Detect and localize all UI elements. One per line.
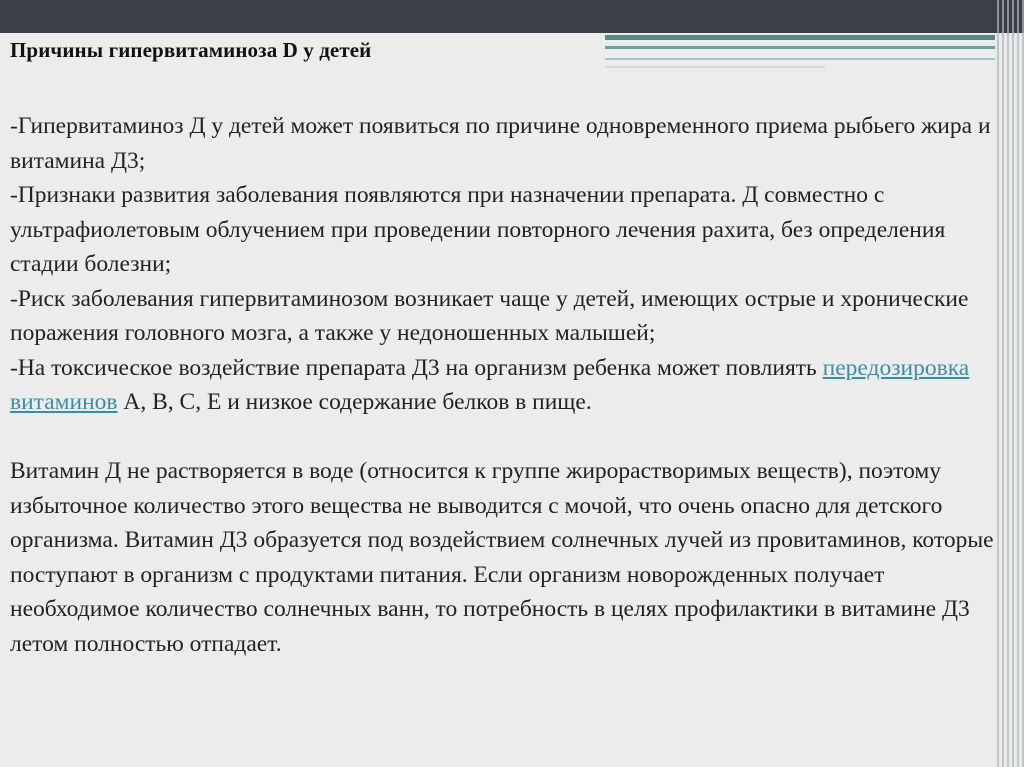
cause-paragraph: -Риск заболевания гипервитаминозом возникает чаще у детей, имеющих острые и хронические поражения головного мозга, а также у недоношенных малышей; (10, 285, 969, 346)
overdose-vitamins-link[interactable]: передозировка витаминов (10, 354, 970, 415)
info-paragraph: Витамин Д не растворяется в воде (относится к группе жирорастворимых веществ), поэтому избыточное количество этого вещества не выводится с мочой, что очень опасно для детского организма. Витамин Д3 образуется под воздействием солнечных лучей из провитаминов, которые поступают в организм с продуктами питания. Если организм новорожденных получает необходимое количество солнечных ванн, то потребность в целях профилактики в витамине Д3 летом полностью отпадает. (10, 458, 994, 657)
slide-title: Причины гипервитаминоза D у детей (10, 38, 372, 62)
accent-line (605, 66, 825, 68)
paragraph-gap (10, 420, 1014, 455)
slide-body (10, 109, 1014, 661)
cause-paragraph (10, 351, 1014, 420)
accent-line (605, 35, 995, 40)
cause-paragraph: -Гипервитаминоз Д у детей может появиться по причине одновременного приема рыбьего жира и витамина Д3; (10, 113, 991, 174)
cause-text: А, В, С, Е и низкое содержание белков в пище. (117, 389, 592, 415)
top-bar (0, 0, 1024, 33)
accent-line (605, 58, 995, 60)
cause-text: -На токсическое воздействие препарата Д3 на организм ребенка может повлиять (10, 354, 823, 381)
decorative-stripes-top (994, 0, 1024, 33)
accent-line (605, 46, 995, 49)
cause-paragraph: -Признаки развития заболевания появляются при назначении препарата. Д совместно с ультрафиолетовым облучением при проведении повторного лечения рахита, без определения стадии болезни; (10, 182, 946, 277)
